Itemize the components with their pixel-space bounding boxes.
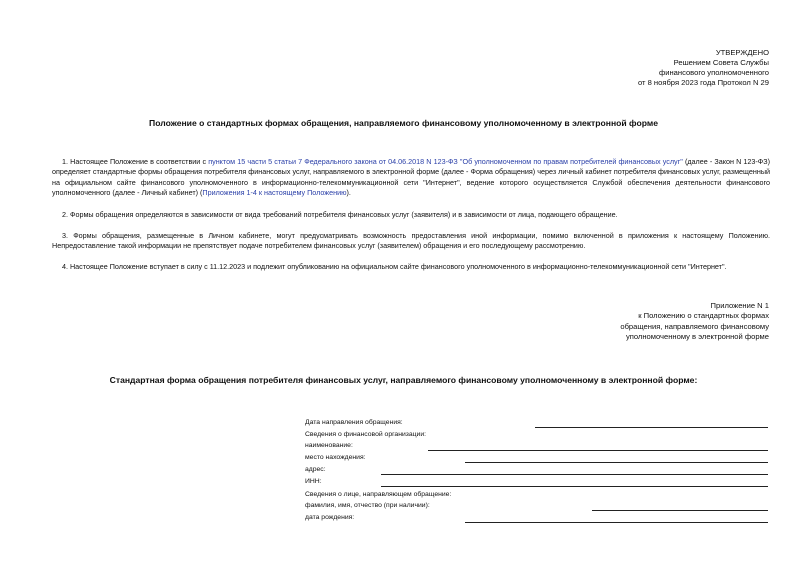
appendix-header bbox=[620, 301, 769, 343]
field-label-person-birth: дата рождения: bbox=[305, 514, 355, 521]
appendices-link[interactable]: Приложения 1-4 к настоящему Положению bbox=[202, 188, 347, 198]
paragraph-1-text-a: 1. Настоящее Положение в соответствии с bbox=[62, 157, 209, 166]
appendix-line-3: обращения, направляемого финансовому bbox=[620, 321, 769, 331]
field-input-org-location[interactable] bbox=[465, 462, 768, 463]
field-input-date[interactable] bbox=[535, 427, 768, 428]
field-label-org-name: наименование: bbox=[305, 442, 353, 449]
approval-line-4: от 8 ноября 2023 года Протокол N 29 bbox=[637, 78, 769, 87]
approval-line-3: финансового уполномоченного bbox=[658, 68, 769, 77]
field-input-org-inn[interactable] bbox=[381, 486, 768, 487]
appendix-line-1: Приложение N 1 bbox=[710, 301, 769, 310]
document-title: Положение о стандартных формах обращения, направляемого финансовому уполномоченному в электронной форме bbox=[149, 118, 658, 128]
paragraph-1-text-b: (далее - Закон N 123-ФЗ) определяет стандартные формы обращения потребителя финансовых услуг, направляемого в электронной форме (далее - Форма обращения) через личный кабинет потребителя финансовых услуг, размещенный на официальном сайте финансового уполномоченного в информационно-телекоммуникационной сети "Интернет", ведение которого осуществляется Службой обеспечения деятельности финансового уполномоченного (далее - Личный кабинет) ( bbox=[52, 157, 771, 198]
field-label-person-header: Сведения о лице, направляющем обращение: bbox=[305, 491, 452, 498]
approval-line-2: Решением Совета Службы bbox=[673, 58, 769, 67]
field-input-org-address[interactable] bbox=[381, 474, 768, 475]
field-label-org-location: место нахождения: bbox=[305, 454, 366, 461]
appendix-line-4: уполномоченному в электронной форме bbox=[625, 332, 769, 342]
paragraph-2: 2. Формы обращения определяются в зависимости от вида требований потребителя финансовых услуг (заявителя) и в зависимости от лица, подающего обращение. bbox=[62, 210, 618, 219]
field-label-org-header: Сведения о финансовой организации: bbox=[305, 431, 427, 438]
paragraph-1 bbox=[52, 157, 770, 199]
approval-block bbox=[638, 48, 769, 88]
field-input-person-fio[interactable] bbox=[592, 510, 768, 511]
field-label-org-address: адрес: bbox=[305, 466, 326, 473]
field-input-org-name[interactable] bbox=[428, 450, 768, 451]
field-label-person-fio: фамилия, имя, отчество (при наличии): bbox=[305, 502, 430, 509]
approval-line-1: УТВЕРЖДЕНО bbox=[715, 48, 769, 57]
field-label-org-inn: ИНН: bbox=[305, 478, 322, 485]
field-label-date: Дата направления обращения: bbox=[305, 419, 403, 426]
appendix-line-2: к Положению о стандартных формах bbox=[638, 311, 769, 321]
law-link[interactable]: пунктом 15 части 5 статьи 7 Федерального закона от 04.06.2018 N 123-ФЗ "Об уполномоченном по правам потребителей финансовых услуг" bbox=[208, 157, 683, 166]
paragraph-1-text-c: ). bbox=[346, 188, 351, 198]
paragraph-3: 3. Формы обращения, размещенные в Личном кабинете, могут предусматривать возможность предоставления иной информации, помимо включенной в приложения к настоящему Положению. Непредоставление такой информации не препятствует подаче потребителем финансовых услуг (заявителем) обращения и его последующему рассмотрению. bbox=[52, 231, 770, 251]
paragraph-4: 4. Настоящее Положение вступает в силу с 11.12.2023 и подлежит опубликованию на официальном сайте финансового уполномоченного в информационно-телекоммуникационной сети "Интернет". bbox=[62, 262, 727, 271]
field-input-person-birth[interactable] bbox=[465, 522, 768, 523]
form-title: Стандартная форма обращения потребителя финансовых услуг, направляемого финансовому уполномоченному в электронной форме: bbox=[109, 375, 698, 385]
